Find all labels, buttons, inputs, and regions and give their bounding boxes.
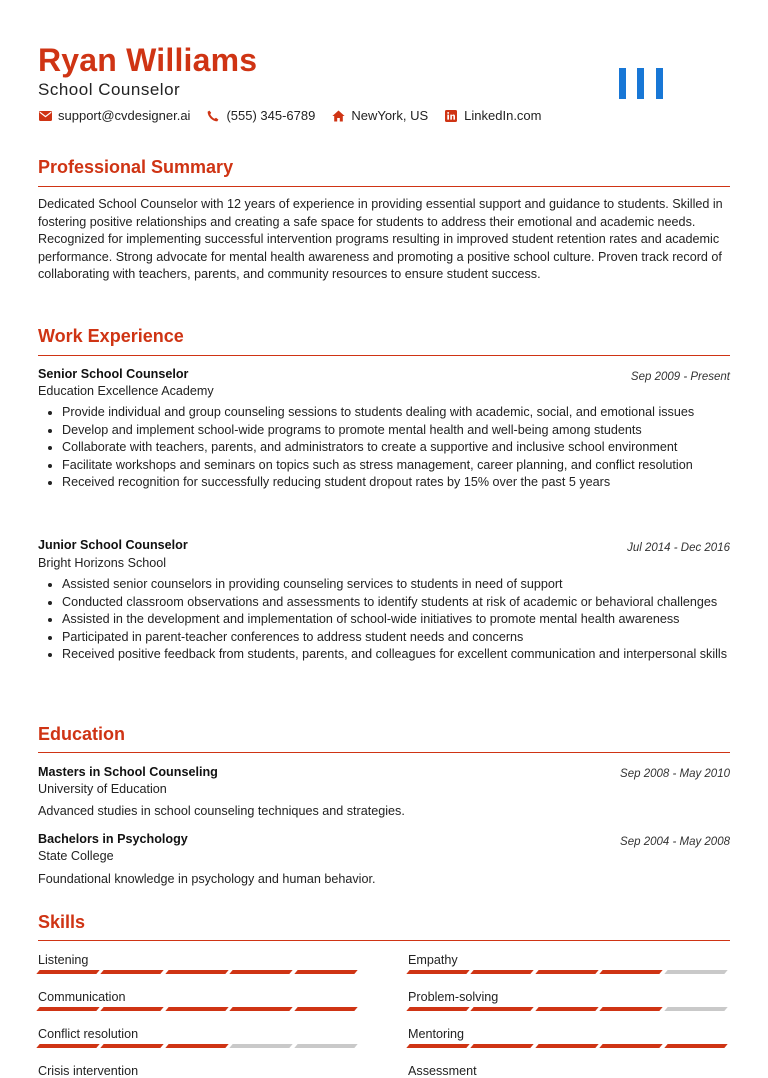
skill-rating-segment: [535, 1007, 598, 1011]
skill-rating-segment: [471, 1044, 534, 1048]
list-item: Received positive feedback from students, parents, and colleagues for excellent communication and interpersonal skills: [38, 646, 730, 664]
skill-rating-segment: [294, 970, 357, 974]
contact-linkedin-text: LinkedIn.com: [464, 108, 542, 123]
logo-bar: [637, 68, 644, 99]
skill-rating-segment: [600, 1007, 663, 1011]
degree-title: Masters in School Counseling: [38, 765, 218, 779]
resume-page: [38, 0, 730, 1078]
candidate-role: School Counselor: [38, 80, 181, 99]
list-item: Participated in parent-teacher conferences to address student needs and concerns: [38, 629, 730, 647]
list-item: Collaborate with teachers, parents, and administrators to create a supportive and inclusive school environment: [38, 439, 730, 457]
degree-description: Foundational knowledge in psychology and human behavior.: [38, 872, 376, 886]
skill-rating-segment: [600, 970, 663, 974]
skill-rating-segment: [600, 1044, 663, 1048]
summary-text: Dedicated School Counselor with 12 years of experience in providing essential support and guidance to students. Skilled in fostering positive relationships and creating a safe space for students to address their emotional and academic needs. Recognized for implementing successful intervention programs resulting in improved student retention rates and academic performance. Strong advocate for mental health awareness and promoting a positive school culture. Proven track record of collaborating with teachers, parents, and community resources to ensure student success.: [38, 197, 723, 282]
home-icon: [331, 109, 345, 123]
linkedin-icon: [444, 109, 458, 123]
skill-name: Conflict resolution: [38, 1027, 139, 1041]
skill-name: Communication: [38, 990, 126, 1004]
school-name: State College: [38, 849, 114, 863]
skill-rating-bar: [38, 1044, 360, 1048]
skill-rating-bar: [408, 970, 730, 974]
skill-rating-segment: [664, 1044, 727, 1048]
skill-name: Problem-solving: [408, 990, 499, 1004]
skill-name: Mentoring: [408, 1027, 465, 1041]
skill-rating-segment: [406, 1044, 469, 1048]
phone-icon: [206, 109, 220, 123]
candidate-name: Ryan Williams: [38, 42, 258, 78]
skill-rating-segment: [406, 970, 469, 974]
degree-description: Advanced studies in school counseling techniques and strategies.: [38, 804, 405, 818]
skill-rating-segment: [535, 1044, 598, 1048]
logo-bar: [619, 68, 626, 99]
skill-item: [408, 1063, 730, 1078]
skill-rating-segment: [294, 1044, 357, 1048]
experience-heading: Work Experience: [38, 326, 184, 346]
list-item: Received recognition for successfully reducing student dropout rates by 15% over the past 5 years: [38, 474, 730, 492]
envelope-icon: [38, 109, 52, 123]
list-item: Develop and implement school-wide programs to promote mental health and well-being among students: [38, 422, 730, 440]
brand-logo: [619, 68, 663, 99]
section-divider: [38, 355, 730, 356]
job-dates: Jul 2014 - Dec 2016: [627, 542, 730, 554]
skill-item: [38, 1026, 360, 1048]
section-divider: [38, 940, 730, 941]
skill-name: Empathy: [408, 953, 458, 967]
skill-rating-segment: [230, 1044, 293, 1048]
skill-rating-bar: [408, 1044, 730, 1048]
skill-item: [38, 952, 360, 974]
list-item: Conducted classroom observations and assessments to identify students at risk of academic or behavioral challenges: [38, 594, 730, 612]
skill-name: Crisis intervention: [38, 1064, 139, 1078]
skill-name: Assessment: [408, 1064, 477, 1078]
degree-dates: Sep 2004 - May 2008: [620, 836, 730, 848]
job-org: Bright Horizons School: [38, 556, 167, 570]
contact-location-text: NewYork, US: [351, 108, 429, 123]
skill-rating-segment: [165, 1007, 228, 1011]
skill-rating-segment: [101, 970, 164, 974]
contact-bar: [38, 108, 558, 123]
job-bullets: [38, 576, 730, 664]
job-org: Education Excellence Academy: [38, 384, 214, 398]
section-divider: [38, 186, 730, 187]
contact-linkedin[interactable]: [444, 108, 541, 123]
skill-rating-bar: [38, 970, 360, 974]
skill-rating-segment: [471, 970, 534, 974]
skill-rating-segment: [36, 1007, 99, 1011]
section-divider: [38, 752, 730, 753]
skill-item: [408, 989, 730, 1011]
skill-name: Listening: [38, 953, 89, 967]
skill-rating-segment: [535, 970, 598, 974]
skill-item: [38, 1063, 360, 1078]
skill-rating-segment: [230, 1007, 293, 1011]
skill-item: [408, 952, 730, 974]
education-heading: Education: [38, 724, 126, 744]
skill-rating-segment: [165, 1044, 228, 1048]
contact-phone[interactable]: [206, 108, 315, 123]
skill-rating-segment: [664, 1007, 727, 1011]
job-title: Junior School Counselor: [38, 538, 188, 552]
summary-heading: Professional Summary: [38, 157, 234, 177]
job-title: Senior School Counselor: [38, 367, 189, 381]
school-name: University of Education: [38, 782, 167, 796]
contact-location: [331, 108, 428, 123]
skill-rating-segment: [230, 970, 293, 974]
skill-rating-bar: [408, 1007, 730, 1011]
contact-email[interactable]: [38, 108, 190, 123]
job-bullets: [38, 404, 730, 492]
skill-rating-segment: [36, 1044, 99, 1048]
skill-item: [38, 989, 360, 1011]
skill-rating-segment: [471, 1007, 534, 1011]
skill-rating-segment: [101, 1007, 164, 1011]
list-item: Assisted in the development and implementation of school-wide initiatives to promote mental health awareness: [38, 611, 730, 629]
contact-email-text: support@cvdesigner.ai: [58, 108, 191, 123]
degree-title: Bachelors in Psychology: [38, 832, 188, 846]
job-dates: Sep 2009 - Present: [630, 371, 730, 383]
logo-bar: [656, 68, 663, 99]
skill-rating-segment: [101, 1044, 164, 1048]
skill-rating-segment: [294, 1007, 357, 1011]
list-item: Assisted senior counselors in providing counseling services to students in need of support: [38, 576, 730, 594]
degree-dates: Sep 2008 - May 2010: [620, 768, 730, 780]
skill-rating-segment: [165, 970, 228, 974]
skill-rating-segment: [664, 970, 727, 974]
skill-item: [408, 1026, 730, 1048]
skills-heading: Skills: [38, 912, 86, 932]
contact-phone-text: (555) 345-6789: [226, 108, 316, 123]
list-item: Facilitate workshops and seminars on topics such as stress management, career planning, and conflict resolution: [38, 457, 730, 475]
skill-rating-segment: [406, 1007, 469, 1011]
skill-rating-bar: [38, 1007, 360, 1011]
skill-rating-segment: [36, 970, 99, 974]
list-item: Provide individual and group counseling sessions to students dealing with academic, social, and emotional issues: [38, 404, 730, 422]
